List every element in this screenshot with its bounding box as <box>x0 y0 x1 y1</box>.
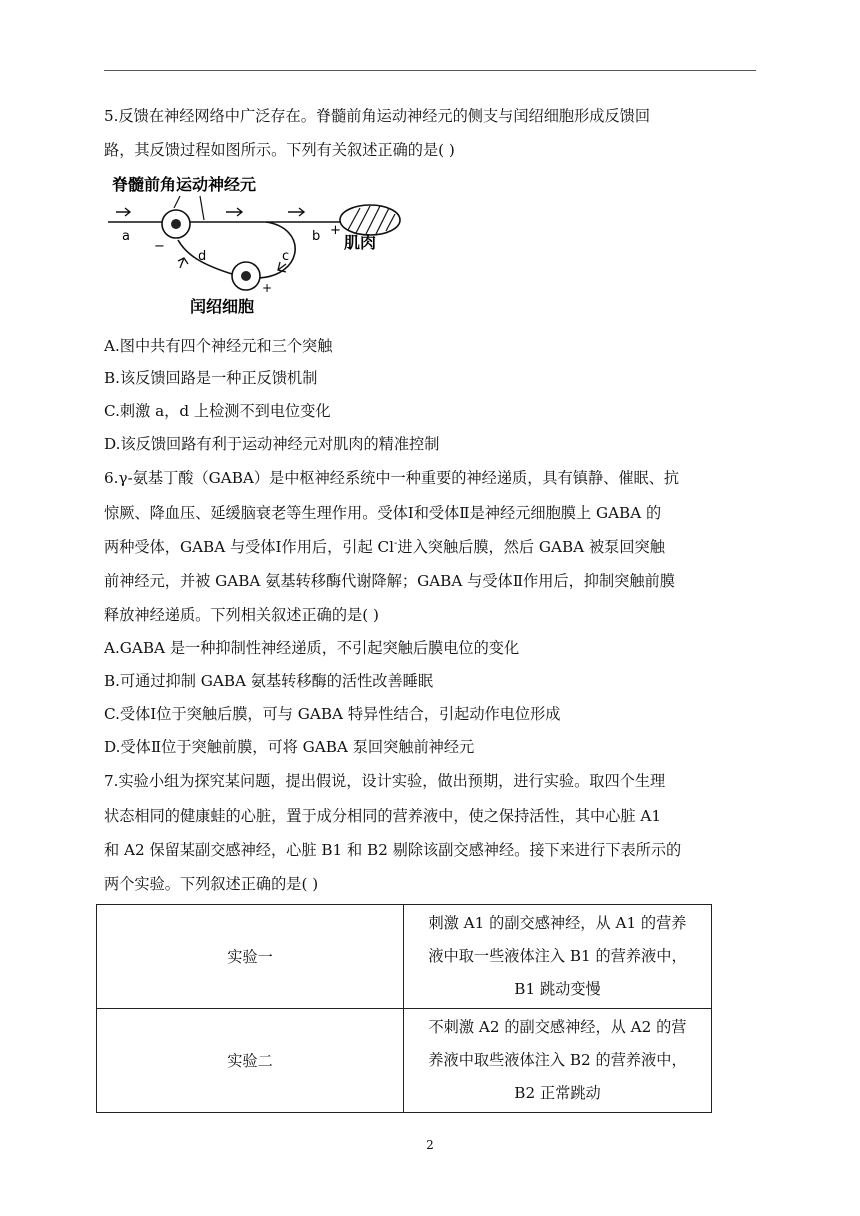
q6-stem-line-4: 前神经元，并被 GABA 氨基转移酶代谢降解；GABA 与受体Ⅱ作用后，抑制突触前膜 <box>104 572 675 590</box>
renshaw-cell-label: 闰绍细胞 <box>190 297 255 316</box>
table-row <box>97 905 712 1009</box>
label-d: d <box>198 249 207 264</box>
muscle-shape <box>340 205 400 235</box>
muscle-label: 肌肉 <box>344 233 377 252</box>
minus-sign-soma: − <box>154 239 165 254</box>
q5-option-d: D.该反馈回路有利于运动神经元对肌肉的精准控制 <box>104 435 440 453</box>
label-a: a <box>122 229 130 244</box>
q6-stem-line-3: 两种受体，GABA 与受体Ⅰ作用后，引起 Cl-进入突触后膜，然后 GABA 被泵回突触 <box>104 537 665 556</box>
q5-option-b: B.该反馈回路是一种正反馈机制 <box>104 369 318 387</box>
q6-stem-line-1: 6.γ-氨基丁酸（GABA）是中枢神经系统中一种重要的神经递质，具有镇静、催眠、抗 <box>104 469 680 487</box>
experiment-description: 刺激 A1 的副交感神经，从 A1 的营养 液中取一些液体注入 B1 的营养液中， B1 跳动变慢 <box>404 905 712 1009</box>
experiment-name: 实验一 <box>97 905 404 1009</box>
experiment-name: 实验二 <box>97 1009 404 1113</box>
label-c: c <box>282 249 290 264</box>
q6-option-c: C.受体Ⅰ位于突触后膜，可与 GABA 特异性结合，引起动作电位形成 <box>104 705 561 723</box>
header-rule <box>104 70 756 71</box>
table-row <box>97 1009 712 1113</box>
experiment-table <box>96 904 712 1113</box>
q7-stem-line-4: 两个实验。下列叙述正确的是( ) <box>104 875 319 893</box>
q6-option-d: D.受体Ⅱ位于突触前膜，可将 GABA 泵回突触前神经元 <box>104 738 475 756</box>
page-number: 2 <box>426 1138 434 1152</box>
q6-stem-line-5: 释放神经递质。下列相关叙述正确的是( ) <box>104 606 379 624</box>
experiment-description: 不刺激 A2 的副交感神经，从 A2 的营 养液中取些液体注入 B2 的营养液中， B2 正常跳动 <box>404 1009 712 1113</box>
q6-option-a: A.GABA 是一种抑制性神经递质，不引起突触后膜电位的变化 <box>104 639 520 657</box>
q6-option-b: B.可通过抑制 GABA 氨基转移酶的活性改善睡眠 <box>104 672 434 690</box>
plus-sign-renshaw: + <box>262 281 273 295</box>
label-b: b <box>312 229 321 244</box>
plus-sign-muscle: + <box>330 223 341 238</box>
q7-stem-line-2: 状态相同的健康蛙的心脏，置于成分相同的营养液中，使之保持活性，其中心脏 A1 <box>104 807 662 825</box>
q5-stem-line-1: 5.反馈在神经网络中广泛存在。脊髓前角运动神经元的侧支与闰绍细胞形成反馈回 <box>104 107 651 125</box>
q5-option-c: C.刺激 a，d 上检测不到电位变化 <box>104 402 331 420</box>
q6-stem-line-2: 惊厥、降血压、延缓脑衰老等生理作用。受体Ⅰ和受体Ⅱ是神经元细胞膜上 GABA 的 <box>104 504 662 522</box>
q7-stem-line-1: 7.实验小组为探究某问题，提出假说，设计实验，做出预期，进行实验。取四个生理 <box>104 772 666 790</box>
diagram-title-motor-neuron: 脊髓前角运动神经元 <box>112 175 257 194</box>
feedback-circuit-diagram <box>108 168 408 318</box>
q5-option-a: A.图中共有四个神经元和三个突触 <box>104 337 333 355</box>
q7-stem-line-3: 和 A2 保留某副交感神经，心脏 B1 和 B2 剔除该副交感神经。接下来进行下表所示的 <box>104 841 682 859</box>
q5-stem-line-2: 路，其反馈过程如图所示。下列有关叙述正确的是( ) <box>104 141 455 159</box>
